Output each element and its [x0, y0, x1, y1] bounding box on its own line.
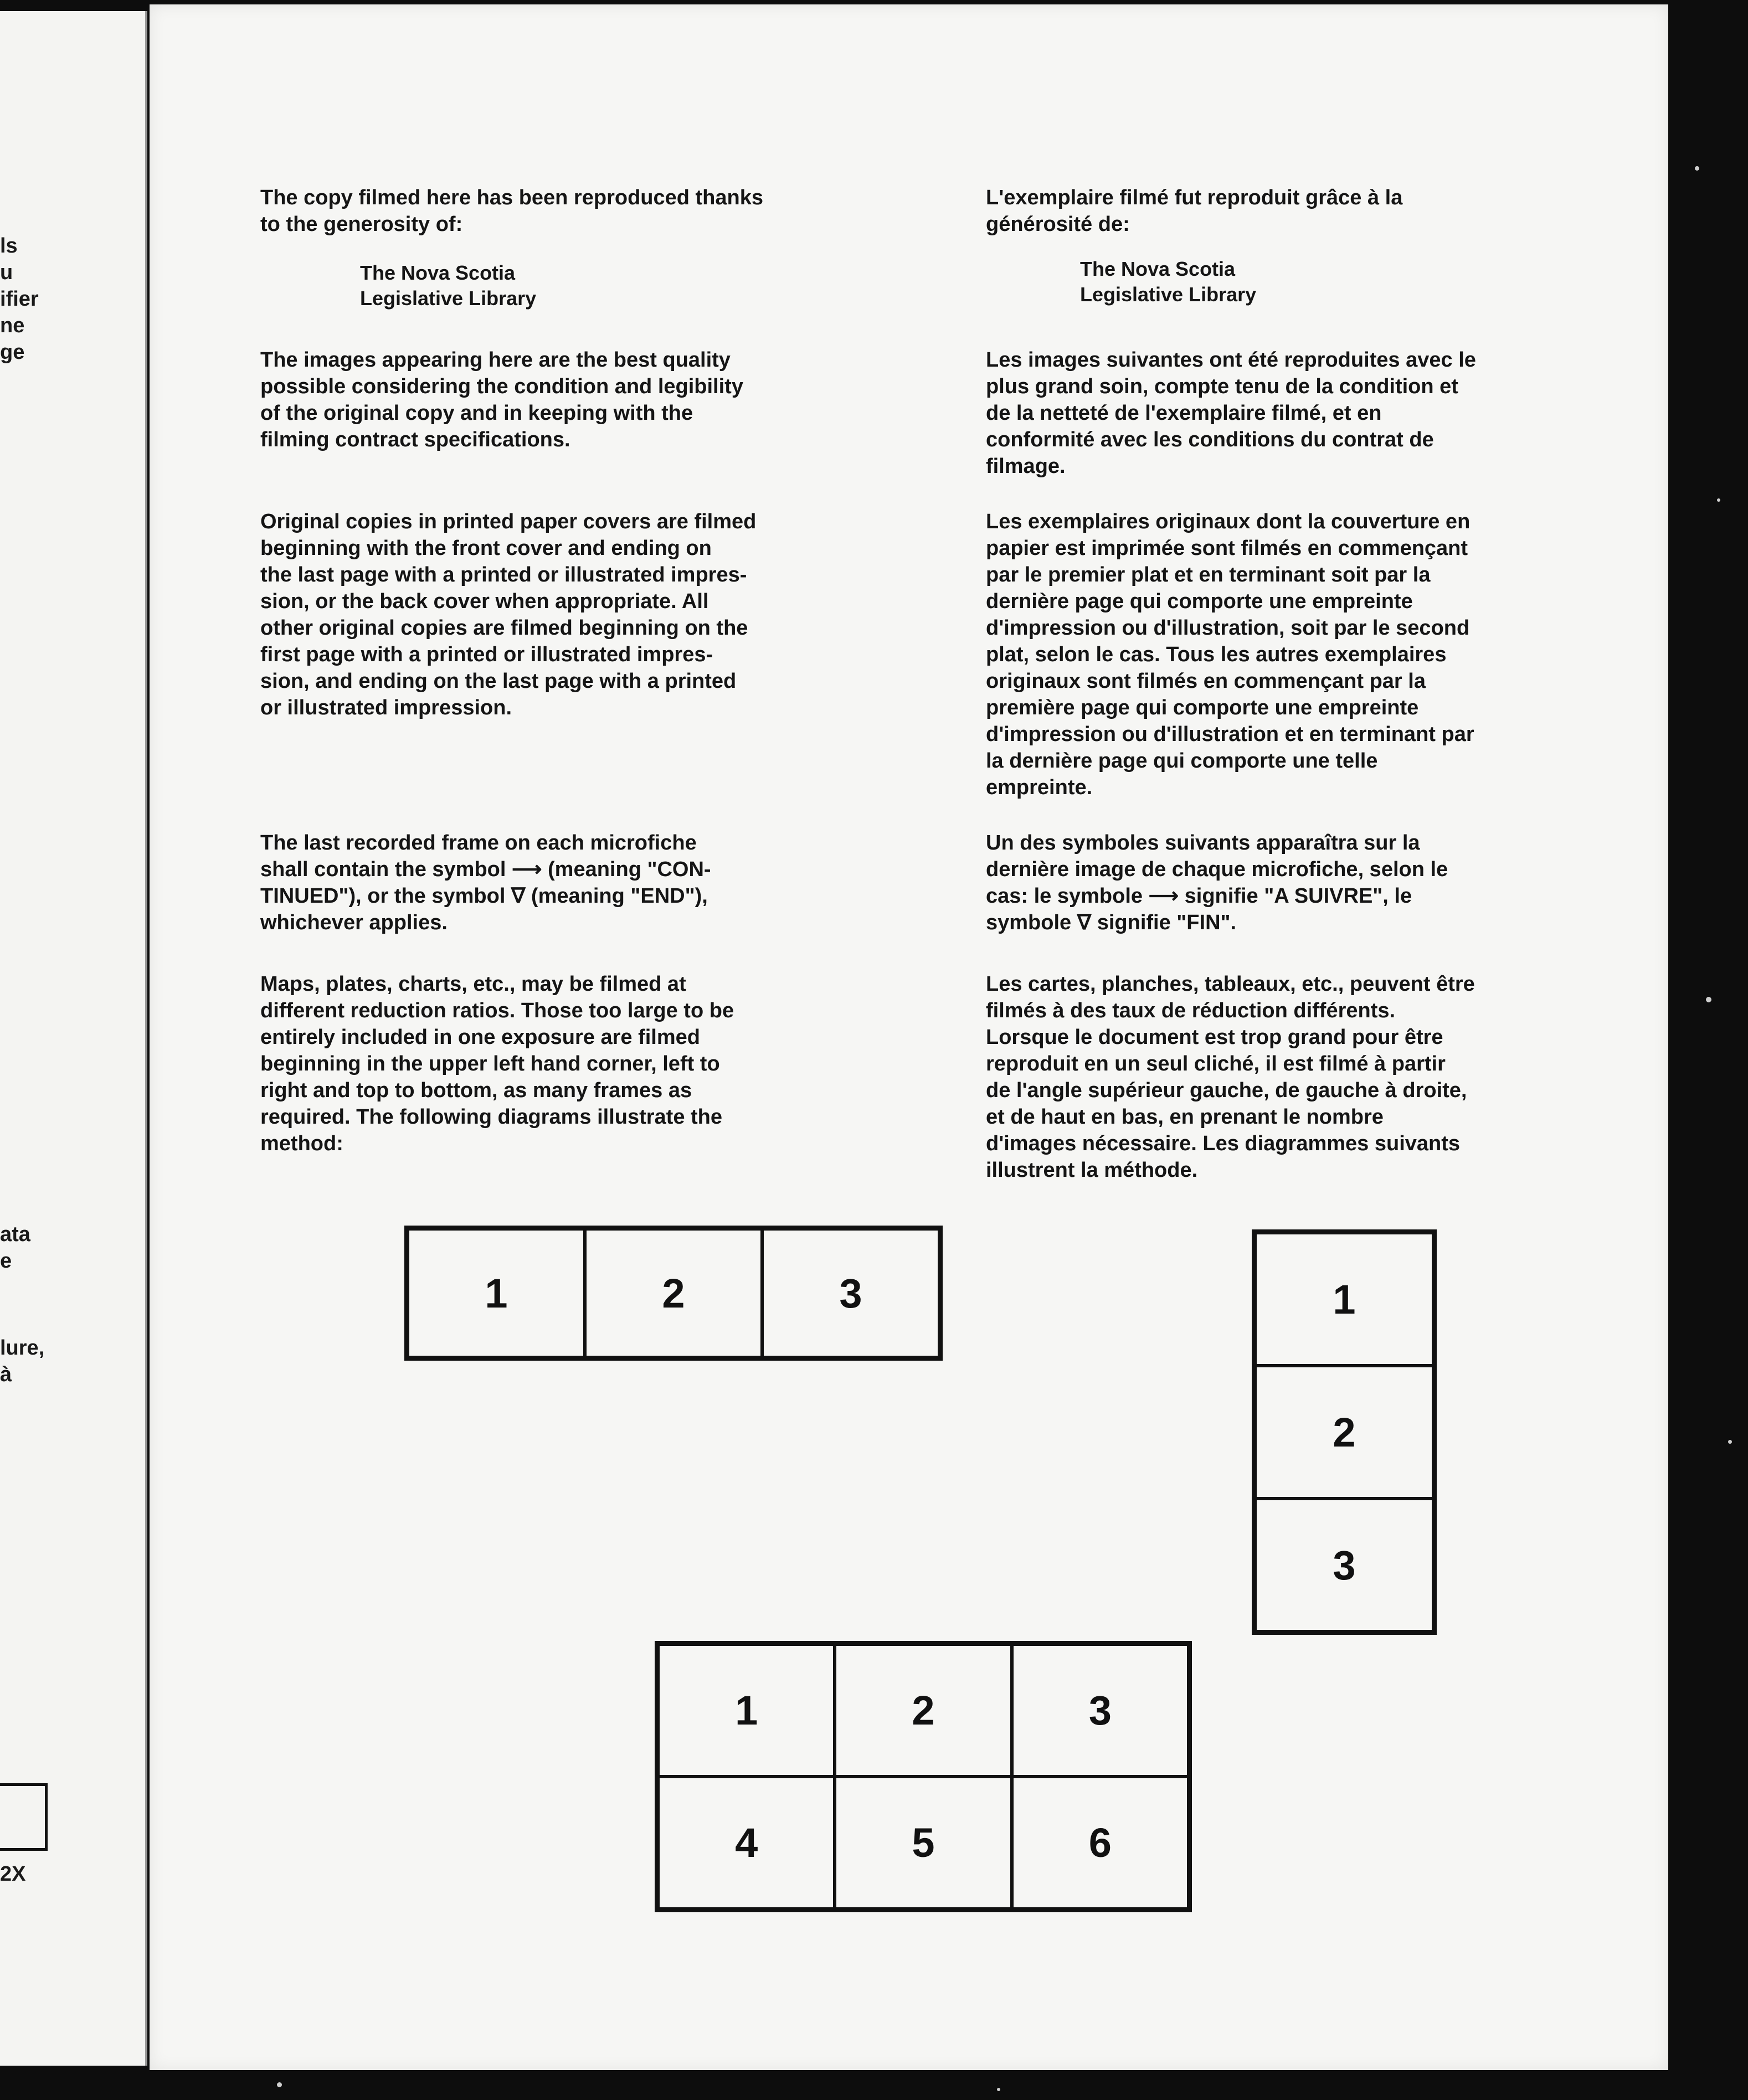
frame-cell: 2 — [1255, 1366, 1433, 1499]
film-speck — [997, 2088, 1000, 2091]
film-speck — [1717, 498, 1720, 502]
document-page — [150, 4, 1668, 2070]
left-fragment-box — [0, 1783, 48, 1851]
frame-cell: 3 — [1255, 1499, 1433, 1631]
film-speck — [277, 2082, 282, 2087]
frame-cell: 2 — [585, 1229, 762, 1357]
english-maps-paragraph: Maps, plates, charts, etc., may be filmed at different reduction ratios. Those too large to be entirely included in one exposure are filmed beginning in the upper left hand corner, left to right and top to bottom, as many frames as required. The following diagrams illustrate the method: — [260, 972, 734, 1155]
frame-cell: 6 — [1012, 1777, 1189, 1909]
french-library-name: The Nova Scotia Legislative Library — [1080, 258, 1257, 306]
frame-cell: 4 — [658, 1777, 835, 1909]
french-originals-paragraph: Les exemplaires originaux dont la couverture en papier est imprimée sont filmés en commençant par le premier plat et en terminant soit par la dernière page qui comporte une empreinte d'impression ou d'illustration, soit par le second plat, selon le cas. Tous les autres exemplaires originaux sont filmés en commençant par la première page qui comporte une empreinte d'impression ou d'illustration et en terminant par la dernière page qui comporte une telle empreinte. — [986, 510, 1474, 799]
frame-cell: 1 — [408, 1229, 585, 1357]
left-page-fragment — [0, 11, 147, 2066]
film-speck — [1695, 166, 1699, 171]
frame-cell: 3 — [762, 1229, 939, 1357]
french-quality-paragraph: Les images suivantes ont été reproduites avec le plus grand soin, compte tenu de la condition et de la netteté de l'exemplaire filmé, et en conformité avec les conditions du contrat de filmage. — [986, 348, 1476, 478]
frame-cell: 3 — [1012, 1644, 1189, 1777]
left-fragment-text: e — [0, 1249, 12, 1273]
frame-cell: 1 — [658, 1644, 835, 1777]
english-originals-paragraph: Original copies in printed paper covers are filmed beginning with the front cover and ending on the last page with a printed or illustrated impres- sion, or the back cover when appropriate. All other original copies are filmed beginning on the first page with a printed or illustrated impres- sion, and ending on the last page with a printed or illustrated impression. — [260, 510, 757, 719]
left-fragment-text: ata — [0, 1223, 30, 1246]
frame-cell: 5 — [835, 1777, 1011, 1909]
english-thanks: The copy filmed here has been reproduced thanks to the generosity of: — [260, 186, 764, 236]
english-quality-paragraph: The images appearing here are the best quality possible considering the condition and legibility of the original copy and in keeping with the filming contract specifications. — [260, 348, 743, 451]
left-fragment-text: ne — [0, 314, 25, 337]
left-fragment-text: ls — [0, 234, 18, 258]
frame-cell: 2 — [835, 1644, 1011, 1777]
frame-cell: 1 — [1255, 1233, 1433, 1366]
french-maps-paragraph: Les cartes, planches, tableaux, etc., peuvent être filmés à des taux de réduction différents. Lorsque le document est trop grand pour être reproduit en un seul cliché, il est filmé à partir de l'angle supérieur gauche, de gauche à droite, et de haut en bas, en prenant le nombre d'images nécessaire. Les diagrammes suivants illustrent la méthode. — [986, 972, 1475, 1182]
french-thanks: L'exemplaire filmé fut reproduit grâce à la générosité de: — [986, 186, 1403, 236]
grid-frame-diagram — [655, 1641, 1192, 1912]
left-fragment-text: u — [0, 261, 13, 284]
french-symbols-paragraph: Un des symboles suivants apparaîtra sur la dernière image de chaque microfiche, selon le cas: le symbole ⟶ signifie "A SUIVRE", le symbole ∇ signifie "FIN". — [986, 831, 1448, 934]
english-symbols-paragraph: The last recorded frame on each microfiche shall contain the symbol ⟶ (meaning "CON- TINUED"), or the symbol ∇ (meaning "END"), whichever applies. — [260, 831, 711, 934]
left-fragment-text: à — [0, 1363, 12, 1386]
left-fragment-text: 2X — [0, 1862, 26, 1886]
film-speck — [1728, 1440, 1732, 1444]
left-fragment-text: ge — [0, 341, 25, 364]
left-fragment-text: lure, — [0, 1336, 45, 1360]
horizontal-frame-diagram — [404, 1226, 943, 1361]
english-library-name: The Nova Scotia Legislative Library — [360, 261, 537, 310]
vertical-frame-diagram — [1252, 1229, 1437, 1635]
left-fragment-text: ifier — [0, 287, 39, 311]
film-speck — [1706, 997, 1711, 1002]
